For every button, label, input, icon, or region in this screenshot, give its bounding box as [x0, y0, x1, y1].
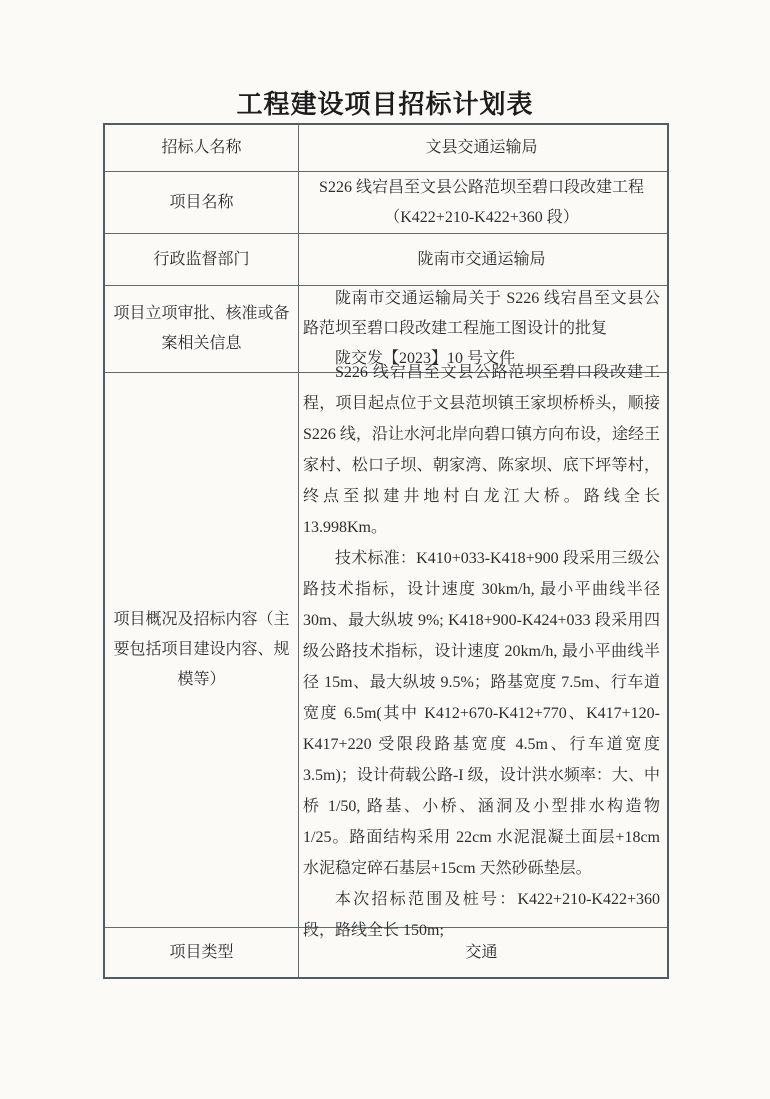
table-row-supervision-dept — [105, 234, 667, 286]
project-type-label: 项目类型 — [105, 928, 299, 977]
project-overview-label: 项目概况及招标内容（主要包括项目建设内容、规模等） — [105, 373, 299, 927]
project-overview-paragraph-2: 技术标准：K410+033-K418+900 段采用三级公路技术指标，设计速度 30km/h, 最小平曲线半径 30m、最大纵坡 9%; K418+900-K424+033 段采用四级公路技术指标，设计速度 20km/h, 最小平曲线半径 15m、最大纵坡 9.5%；路基宽度 7.5m、行车道宽度 6.5m(其中 K412+670-K412+770、K417+120-K417+220 受限段路基宽度 4.5m、行车道宽度 3.5m)；设计荷载公路-I 级，设计洪水频率：大、中桥 1/50, 路基、小桥、涵洞及小型排水构造物 1/25。路面结构采用 22cm 水泥混凝土面层+18cm 水泥稳定碎石基层+15cm 天然砂砾垫层。 — [303, 549, 660, 877]
supervision-dept-label: 行政监督部门 — [105, 234, 299, 285]
page-title: 工程建设项目招标计划表 — [236, 90, 534, 119]
project-overview-paragraph-1: S226 线宕昌至文县公路范坝至碧口段改建工程，项目起点位于文县范坝镇王家坝桥桥头，顺接 S226 线，沿让水河北岸向碧口镇方向布设，途经王家村、松口子坝、朝家湾、陈家坝、底下坪等村，终点至拟建井地村白龙江大桥。路线全长 13.998Km。 — [303, 363, 660, 536]
project-overview-value — [299, 363, 667, 939]
project-name-label: 项目名称 — [105, 172, 299, 233]
bidding-plan-table — [103, 123, 669, 979]
project-name-value — [299, 172, 667, 233]
project-name-line-1: S226 线宕昌至文县公路范坝至碧口段改建工程 — [319, 178, 644, 196]
project-overview-paragraph-3: 本次招标范围及桩号：K422+210-K422+360 段，路线全长 150m; — [303, 890, 660, 939]
approval-info-paragraph-2: 陇交发【2023】10 号文件 — [335, 350, 516, 367]
table-row-project-overview — [105, 363, 667, 939]
supervision-dept-value: 陇南市交通运输局 — [417, 250, 546, 268]
approval-info-label: 项目立项审批、核准或备案相关信息 — [105, 286, 299, 372]
table-row-project-name — [105, 172, 667, 234]
project-name-line-2: （K422+210-K422+360 段） — [384, 208, 579, 226]
table-row-project-type — [105, 928, 667, 977]
bidder-name-label: 招标人名称 — [105, 125, 299, 171]
table-row-bidder-name — [105, 125, 667, 172]
approval-info-paragraph-1: 陇南市交通运输局关于 S226 线宕昌至文县公路范坝至碧口段改建工程施工图设计的批复 — [303, 290, 660, 337]
bidder-name-value: 文县交通运输局 — [425, 139, 538, 156]
project-type-value: 交通 — [465, 943, 498, 961]
